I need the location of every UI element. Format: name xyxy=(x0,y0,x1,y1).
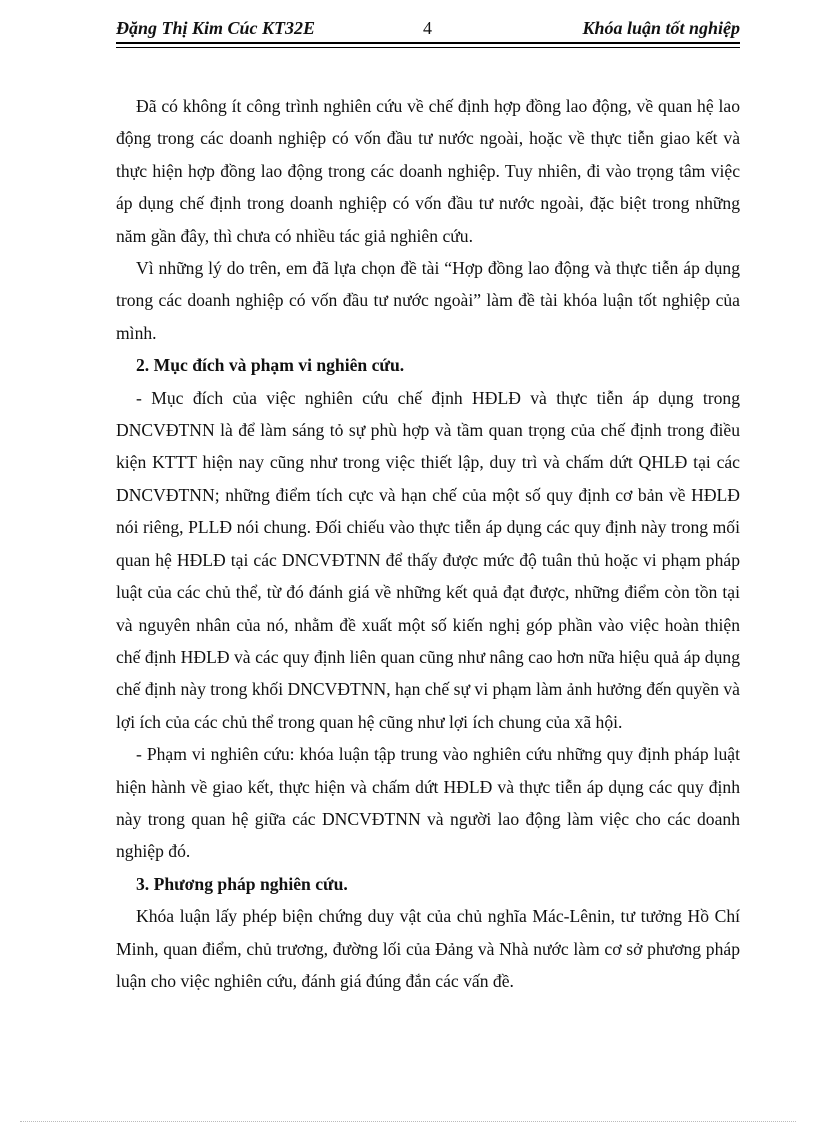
document-body xyxy=(116,90,740,997)
paragraph-previous-research: Đã có không ít công trình nghiên cứu về chế định hợp đồng lao động, về quan hệ lao động trong các doanh nghiệp có vốn đầu tư nước ngoài, hoặc về thực tiễn giao kết và thực hiện hợp đồng lao động trong các doanh nghiệp. Tuy nhiên, đi vào trọng tâm việc áp dụng chế định trong doanh nghiệp có vốn đầu tư nước ngoài, đặc biệt trong những năm gần đây, thì chưa có nhiều tác giả nghiên cứu. xyxy=(116,96,740,246)
paragraph-methodology: Khóa luận lấy phép biện chứng duy vật của chủ nghĩa Mác-Lênin, tư tưởng Hồ Chí Minh, quan điểm, chủ trương, đường lối của Đảng và Nhà nước làm cơ sở phương pháp luận cho việc nghiên cứu, đánh giá đúng đắn các vấn đề. xyxy=(116,906,740,991)
section-heading-purpose-scope: 2. Mục đích và phạm vi nghiên cứu. xyxy=(136,355,405,376)
header-rule-thick xyxy=(116,42,740,44)
paragraph-purpose: - Mục đích của việc nghiên cứu chế định HĐLĐ và thực tiễn áp dụng trong DNCVĐTNN là để làm sáng tỏ sự phù hợp và tầm quan trọng của chế định trong điều kiện KTTT hiện nay cũng như trong việc thiết lập, duy trì và chấm dứt QHLĐ tại các DNCVĐTNN; những điểm tích cực và hạn chế của một số quy định cơ bản về HĐLĐ nói riêng, PLLĐ nói chung. Đối chiếu vào thực tiễn áp dụng các quy định này trong mối quan hệ HĐLĐ tại các DNCVĐTNN để thấy được mức độ tuân thủ hoặc vi phạm pháp luật của các chủ thể, từ đó đánh giá về những kết quả đạt được, những điểm còn tồn tại và nguyên nhân của nó, nhằm đề xuất một số kiến nghị góp phần vào việc hoàn thiện chế định HĐLĐ và các quy định liên quan cũng như nâng cao hơn nữa hiệu quả áp dụng chế định này trong khối DNCVĐTNN, hạn chế sự vi phạm làm ảnh hưởng đến quyền và lợi ích của các chủ thể trong quan hệ cũng như lợi ích chung của xã hội. xyxy=(116,387,740,732)
page-bottom-divider xyxy=(20,1121,796,1122)
paragraph-scope: - Phạm vi nghiên cứu: khóa luận tập trung vào nghiên cứu những quy định pháp luật hiện hành về giao kết, thực hiện và chấm dứt HĐLĐ và thực tiễn áp dụng các quy định này trong quan hệ giữa các DNCVĐTNN và người lao động làm việc cho các doanh nghiệp đó. xyxy=(116,744,740,862)
header-page-number: 4 xyxy=(423,18,432,38)
section-heading-methodology: 3. Phương pháp nghiên cứu. xyxy=(136,873,348,894)
header-doc-type: Khóa luận tốt nghiệp xyxy=(582,18,740,38)
header-rule-thin xyxy=(116,47,740,48)
paragraph-topic-choice: Vì những lý do trên, em đã lựa chọn đề tài “Hợp đồng lao động và thực tiễn áp dụng trong các doanh nghiệp có vốn đầu tư nước ngoài” làm đề tài khóa luận tốt nghiệp của mình. xyxy=(116,258,740,343)
page-header xyxy=(116,14,740,44)
header-author: Đặng Thị Kim Cúc KT32E xyxy=(116,18,316,38)
